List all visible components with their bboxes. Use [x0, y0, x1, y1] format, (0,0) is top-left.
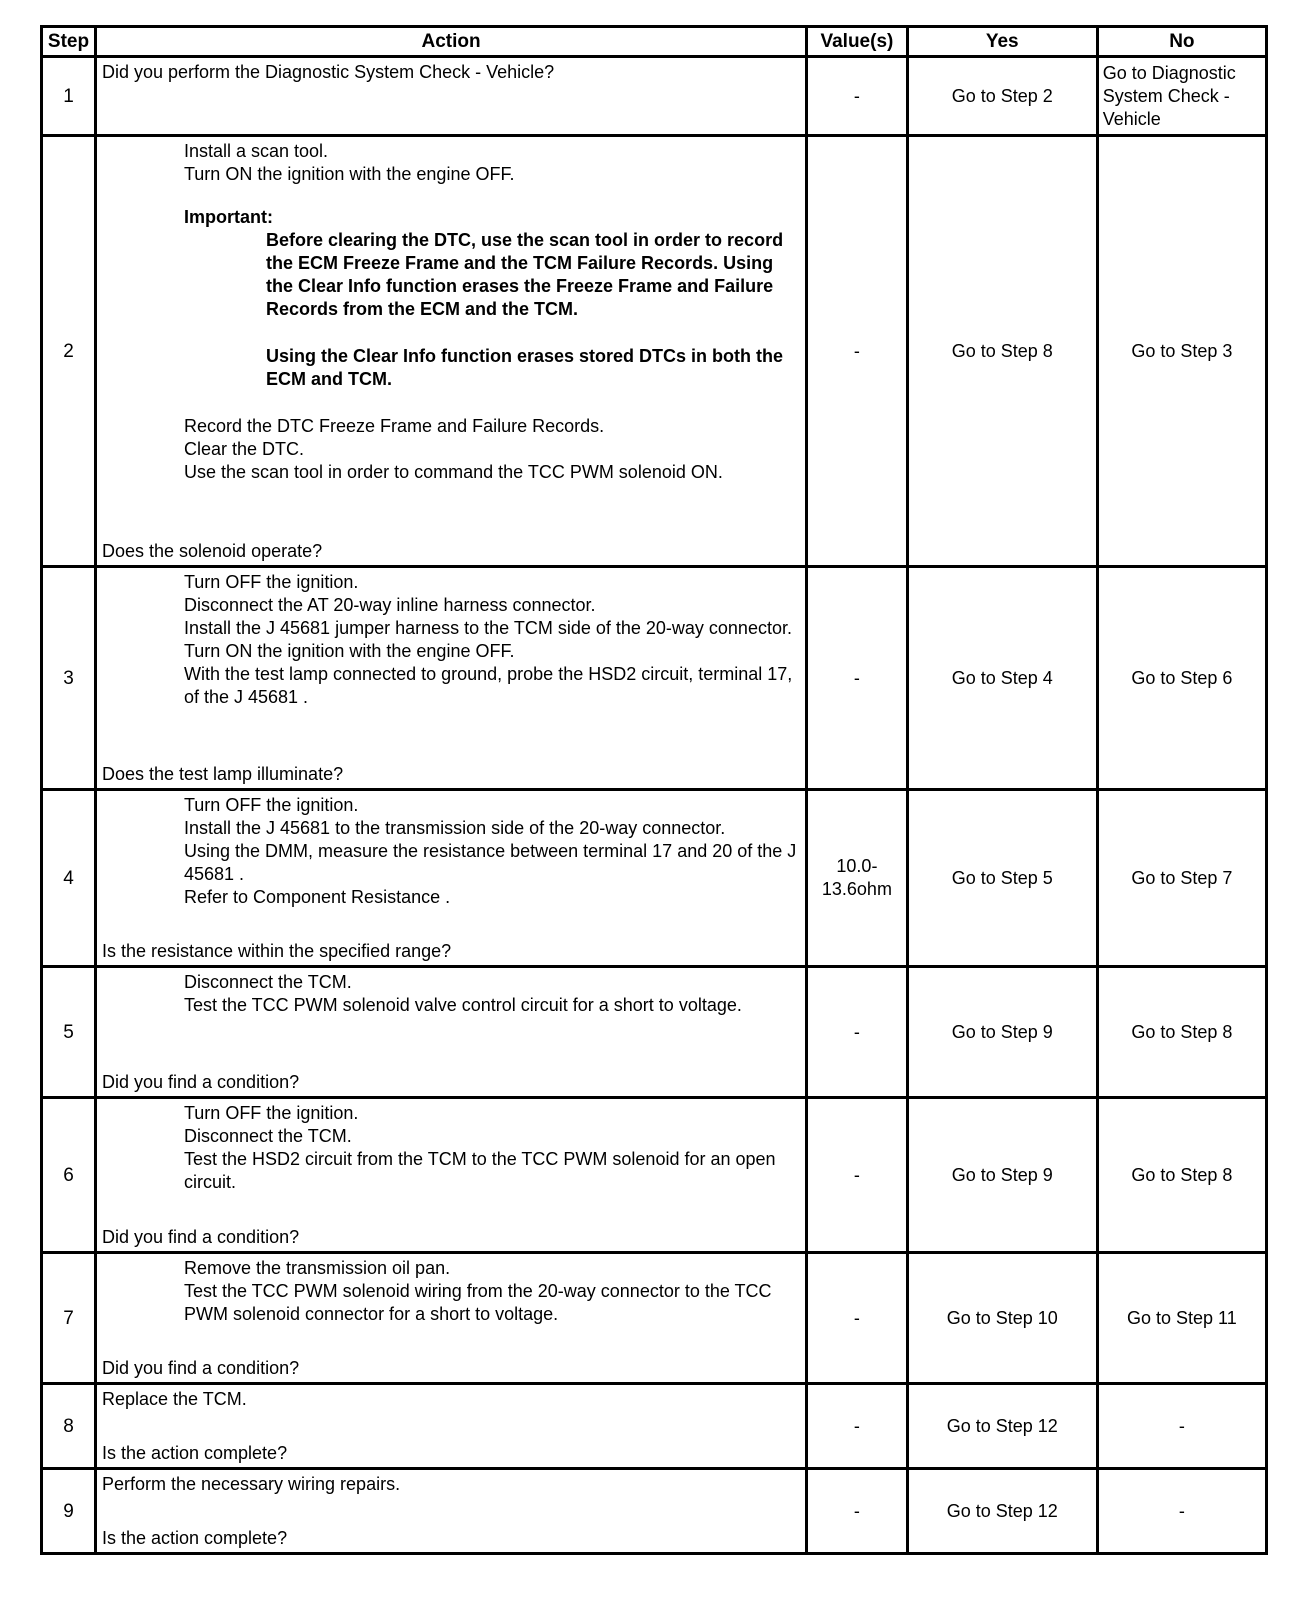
action-line: Turn ON the ignition with the engine OFF. [183, 164, 515, 184]
important-heading: Important: [183, 207, 273, 227]
action-line: Refer to Component Resistance . [183, 887, 451, 907]
action-steps [102, 1102, 801, 1194]
action-cell [95, 967, 806, 1098]
no-cell: Go to Step 8 [1097, 967, 1266, 1098]
action-line: Install the J 45681 to the transmission side of the 20-way connector. [183, 818, 726, 838]
table-row [42, 1469, 1267, 1554]
action-question: Is the action complete? [101, 1528, 288, 1548]
no-cell: Go to Diagnostic System Check - Vehicle [1097, 57, 1266, 136]
header-action: Action [95, 27, 806, 57]
header-values: Value(s) [807, 27, 908, 57]
action-cell [95, 1253, 806, 1384]
value-cell: 10.0-13.6ohm [807, 790, 908, 967]
action-line: Turn OFF the ignition. [183, 1103, 359, 1123]
action-line: With the test lamp connected to ground, probe the HSD2 circuit, terminal 17, of the J 45681 . [183, 664, 793, 707]
action-steps [102, 571, 801, 709]
action-question: Did you find a condition? [101, 1358, 300, 1378]
table-row [42, 1253, 1267, 1384]
action-line: Disconnect the TCM. [183, 1126, 352, 1146]
action-line: Test the HSD2 circuit from the TCM to the TCC PWM solenoid for an open circuit. [183, 1149, 776, 1192]
action-line: Disconnect the AT 20-way inline harness connector. [183, 595, 596, 615]
value-cell: - [807, 1469, 908, 1554]
value-cell: - [807, 1384, 908, 1469]
action-line: Install the J 45681 jumper harness to the TCM side of the 20-way connector. [183, 618, 792, 638]
yes-cell: Go to Step 10 [907, 1253, 1097, 1384]
action-question: Is the resistance within the specified range? [101, 941, 452, 961]
step-number: 7 [42, 1253, 96, 1384]
step-number: 2 [42, 136, 96, 567]
value-cell: - [807, 967, 908, 1098]
action-line: Record the DTC Freeze Frame and Failure Records. [183, 416, 605, 436]
yes-cell: Go to Step 12 [907, 1469, 1097, 1554]
yes-cell: Go to Step 9 [907, 967, 1097, 1098]
table-row [42, 790, 1267, 967]
header-no: No [1097, 27, 1266, 57]
action-line: Disconnect the TCM. [183, 972, 352, 992]
action-cell [95, 567, 806, 790]
action-line: Test the TCC PWM solenoid wiring from the 20-way connector to the TCC PWM solenoid connector for a short to voltage. [183, 1281, 772, 1324]
action-line: Clear the DTC. [183, 439, 305, 459]
table-header-row [42, 27, 1267, 57]
action-line: Turn ON the ignition with the engine OFF. [183, 641, 515, 661]
action-line: Perform the necessary wiring repairs. [101, 1474, 401, 1494]
action-steps [102, 971, 801, 1017]
action-question: Does the solenoid operate? [101, 541, 323, 561]
header-yes: Yes [907, 27, 1097, 57]
action-question: Is the action complete? [101, 1443, 288, 1463]
yes-cell: Go to Step 2 [907, 57, 1097, 136]
action-line: Using the DMM, measure the resistance between terminal 17 and 20 of the J 45681 . [183, 841, 797, 884]
table-row [42, 57, 1267, 136]
no-cell: Go to Step 11 [1097, 1253, 1266, 1384]
step-number: 6 [42, 1098, 96, 1253]
action-cell [95, 136, 806, 567]
diagnostic-table [40, 25, 1268, 1555]
important-note: Using the Clear Info function erases stored DTCs in both the ECM and TCM. [265, 346, 784, 389]
important-note: Before clearing the DTC, use the scan tool in order to record the ECM Freeze Frame and the TCM Failure Records. Using the Clear Info function erases the Freeze Frame and Failure Records from the ECM and the TCM. [265, 230, 784, 319]
action-cell [95, 57, 806, 136]
no-cell: Go to Step 8 [1097, 1098, 1266, 1253]
action-cell [95, 1384, 806, 1469]
action-line: Test the TCC PWM solenoid valve control circuit for a short to voltage. [183, 995, 742, 1015]
value-cell: - [807, 567, 908, 790]
action-line: Turn OFF the ignition. [183, 795, 359, 815]
step-number: 1 [42, 57, 96, 136]
action-line: Use the scan tool in order to command the TCC PWM solenoid ON. [183, 462, 723, 482]
table-row [42, 967, 1267, 1098]
action-line: Replace the TCM. [101, 1389, 247, 1409]
action-question: Did you find a condition? [101, 1227, 300, 1247]
no-cell: Go to Step 6 [1097, 567, 1266, 790]
table-row [42, 567, 1267, 790]
table-row [42, 1384, 1267, 1469]
action-line: Turn OFF the ignition. [183, 572, 359, 592]
action-line: Remove the transmission oil pan. [183, 1258, 451, 1278]
no-cell: Go to Step 3 [1097, 136, 1266, 567]
no-cell: - [1097, 1384, 1266, 1469]
step-number: 4 [42, 790, 96, 967]
yes-cell: Go to Step 9 [907, 1098, 1097, 1253]
step-number: 3 [42, 567, 96, 790]
no-cell: Go to Step 7 [1097, 790, 1266, 967]
action-question: Did you find a condition? [101, 1072, 300, 1092]
action-steps [102, 794, 801, 909]
yes-cell: Go to Step 8 [907, 136, 1097, 567]
table-row [42, 136, 1267, 567]
yes-cell: Go to Step 5 [907, 790, 1097, 967]
action-steps [102, 1257, 801, 1326]
action-question: Does the test lamp illuminate? [101, 764, 344, 784]
action-steps [102, 140, 801, 484]
value-cell: - [807, 1098, 908, 1253]
action-question: Did you perform the Diagnostic System Check - Vehicle? [101, 62, 555, 82]
header-step: Step [42, 27, 96, 57]
action-cell [95, 1469, 806, 1554]
yes-cell: Go to Step 4 [907, 567, 1097, 790]
action-line: Install a scan tool. [183, 141, 329, 161]
action-cell [95, 790, 806, 967]
value-cell: - [807, 57, 908, 136]
step-number: 8 [42, 1384, 96, 1469]
value-cell: - [807, 1253, 908, 1384]
step-number: 9 [42, 1469, 96, 1554]
step-number: 5 [42, 967, 96, 1098]
value-cell: - [807, 136, 908, 567]
action-cell [95, 1098, 806, 1253]
no-cell: - [1097, 1469, 1266, 1554]
table-row [42, 1098, 1267, 1253]
yes-cell: Go to Step 12 [907, 1384, 1097, 1469]
